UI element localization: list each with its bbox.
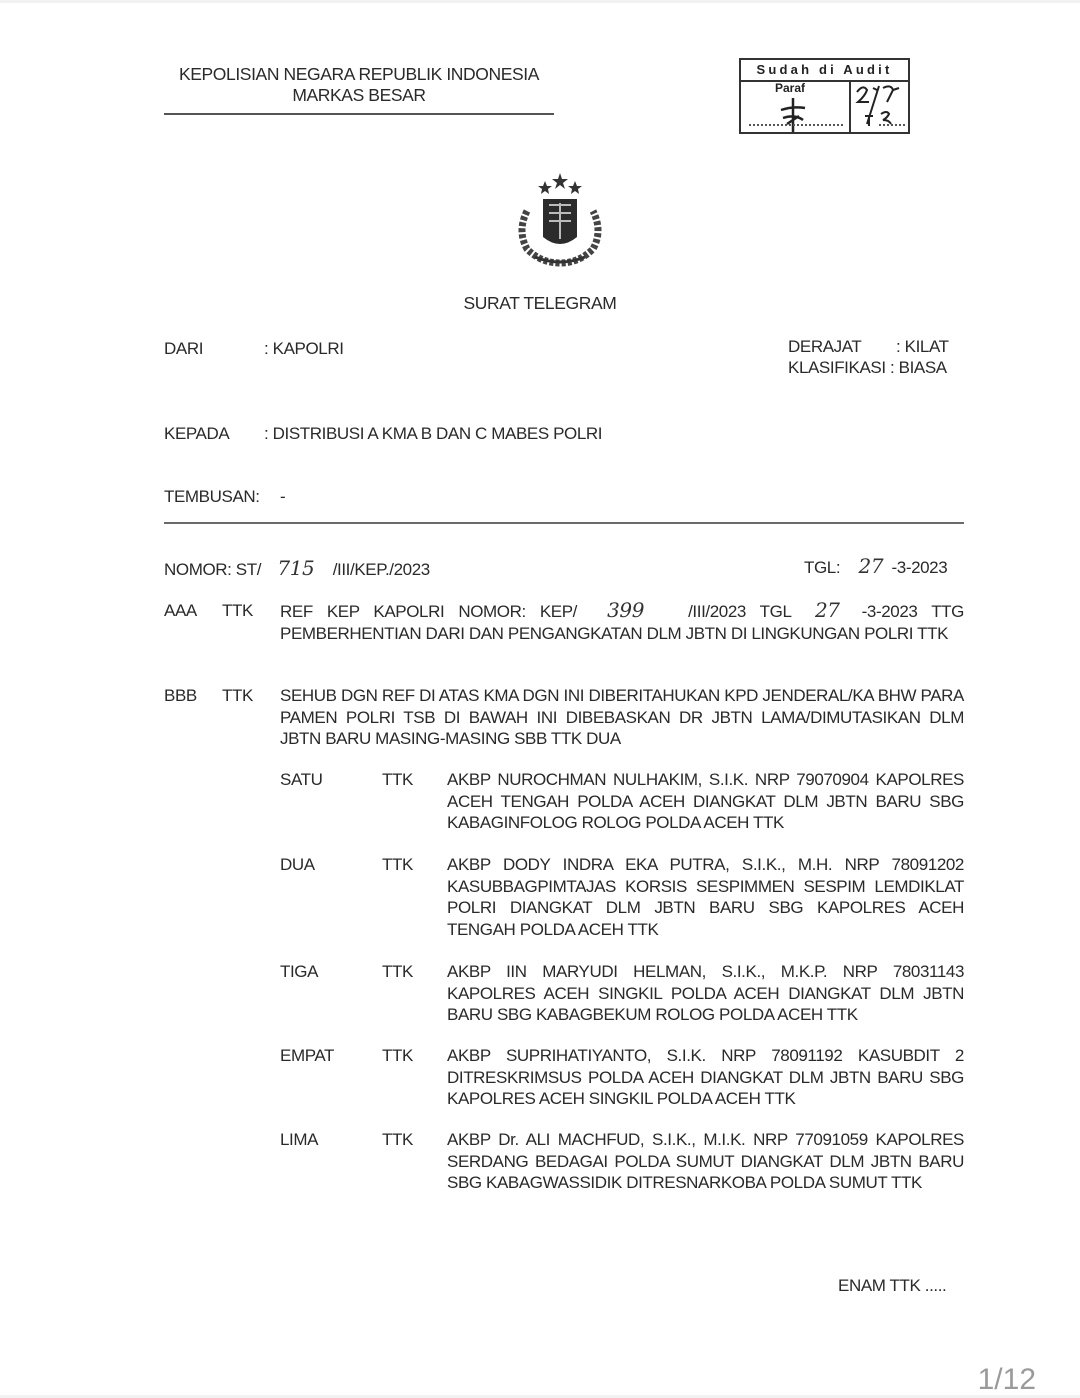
- paragraph-aaa-text: [280, 600, 964, 644]
- paragraph-bbb-text: SEHUB DGN REF DI ATAS KMA DGN INI DIBERITAHUKAN KPD JENDERAL/KA BHW PARA PAMEN POLRI TSB DI BAWAH INI DIBEBASKAN DR JBTN LAMA/DIMUTASIKAN DLM JBTN BARU MASING-MASING SBB TTK DUA: [280, 686, 964, 748]
- aaa-day-handwritten: 27: [814, 598, 840, 622]
- page-indicator: 1/12: [977, 1363, 1036, 1396]
- agency-subunit: MARKAS BESAR: [292, 85, 426, 105]
- signature-icon: [773, 94, 813, 134]
- nomor-number-handwritten: 715: [277, 556, 315, 580]
- nomor-prefix: NOMOR: ST/: [164, 560, 262, 579]
- audit-dotted-line: [749, 124, 843, 126]
- item-label: EMPAT: [280, 1046, 335, 1065]
- header-separator: [164, 522, 964, 524]
- police-emblem-icon: [505, 171, 615, 271]
- derajat-value: : KILAT: [896, 337, 949, 356]
- kepada-value: : DISTRIBUSI A KMA B DAN C MABES POLRI: [264, 424, 603, 443]
- nomor-suffix: /III/KEP./2023: [332, 560, 430, 579]
- paragraph-code: BBB: [164, 686, 197, 705]
- aaa-text-part3: -3-2023 TTG PEMBERHENTIAN DARI DAN PENGANGKATAN DLM JBTN DI LINGKUNGAN POLRI TTK: [280, 602, 964, 643]
- audit-stamp-divider: [849, 80, 851, 132]
- document-title: SURAT TELEGRAM: [463, 293, 617, 313]
- aaa-text-part1: REF KEP KAPOLRI NOMOR: KEP/: [280, 602, 578, 621]
- aaa-text-part2: /III/2023 TGL: [688, 602, 791, 621]
- tgl-rest: -3-2023: [891, 558, 948, 577]
- item-text: AKBP DODY INDRA EKA PUTRA, S.I.K., M.H. NRP 78091202 KASUBBAGPIMTAJAS KORSIS SESPIMMEN SESPIM LEMDIKLAT POLRI DIANGKAT DLM JBTN BARU SBG KAPOLRES ACEH TENGAH POLDA ACEH TTK: [447, 855, 964, 939]
- tgl-day-handwritten: 27: [858, 554, 884, 578]
- nomor-line: [164, 558, 430, 581]
- item-ttk: TTK: [382, 1046, 413, 1065]
- item-label: SATU: [280, 770, 323, 789]
- item-ttk: TTK: [382, 962, 413, 981]
- item-label: LIMA: [280, 1130, 319, 1149]
- klasifikasi-label: KLASIFIKASI: [788, 358, 886, 377]
- continuation-note: ENAM TTK .....: [838, 1276, 947, 1295]
- letterhead: [163, 64, 555, 106]
- audit-date-handwritten: [853, 82, 909, 130]
- klasifikasi-value: : BIASA: [890, 358, 947, 377]
- item-ttk: TTK: [382, 855, 413, 874]
- aaa-kep-number-handwritten: 399: [607, 598, 645, 622]
- item-text: AKBP Dr. ALI MACHFUD, S.I.K., M.I.K. NRP 77091059 KAPOLRES SERDANG BEDAGAI POLDA SUMUT DIANGKAT DLM JBTN BARU SBG KABAGWASSIDIK DITRESNARKOBA POLDA SUMUT TTK: [447, 1130, 964, 1192]
- item-label: TIGA: [280, 962, 319, 981]
- item-label: DUA: [280, 855, 315, 874]
- tgl-label: TGL:: [804, 558, 841, 577]
- tembusan-label: TEMBUSAN:: [164, 487, 260, 506]
- item-text: AKBP NUROCHMAN NULHAKIM, S.I.K. NRP 79070904 KAPOLRES ACEH TENGAH POLDA ACEH DIANGKAT DLM JBTN BARU SBG KABAGINFOLOG ROLOG POLDA ACEH TTK: [447, 770, 964, 832]
- dari-label: DARI: [164, 339, 204, 358]
- kepada-label: KEPADA: [164, 424, 230, 443]
- tembusan-value: -: [280, 487, 286, 506]
- document-page: [0, 3, 1080, 1395]
- audit-stamp-title: Sudah di Audit: [741, 60, 908, 82]
- paragraph-ttk: TTK: [222, 601, 253, 620]
- item-ttk: TTK: [382, 1130, 413, 1149]
- paragraph-code: AAA: [164, 601, 197, 620]
- audit-stamp: [739, 58, 910, 134]
- letterhead-underline: [164, 113, 554, 115]
- derajat-label: DERAJAT: [788, 337, 862, 356]
- dari-value: : KAPOLRI: [264, 339, 344, 358]
- item-text: AKBP SUPRIHATIYANTO, S.I.K. NRP 78091192 KASUBDIT 2 DITRESKRIMSUS POLDA ACEH DIANGKAT DLM JBTN BARU SBG KAPOLRES ACEH SINGKIL POLDA ACEH TTK: [447, 1046, 964, 1108]
- item-text: AKBP IIN MARYUDI HELMAN, S.I.K., M.K.P. NRP 78031143 KAPOLRES ACEH SINGKIL POLDA ACEH DIANGKAT DLM JBTN BARU SBG KABAGBEKUM ROLOG POLDA ACEH TTK: [447, 962, 964, 1024]
- audit-paraf-label: Paraf: [775, 81, 806, 95]
- item-ttk: TTK: [382, 770, 413, 789]
- tgl-line: [804, 556, 947, 579]
- agency-name: KEPOLISIAN NEGARA REPUBLIK INDONESIA: [178, 64, 540, 84]
- paragraph-ttk: TTK: [222, 686, 253, 705]
- audit-dotted-line: [879, 124, 905, 126]
